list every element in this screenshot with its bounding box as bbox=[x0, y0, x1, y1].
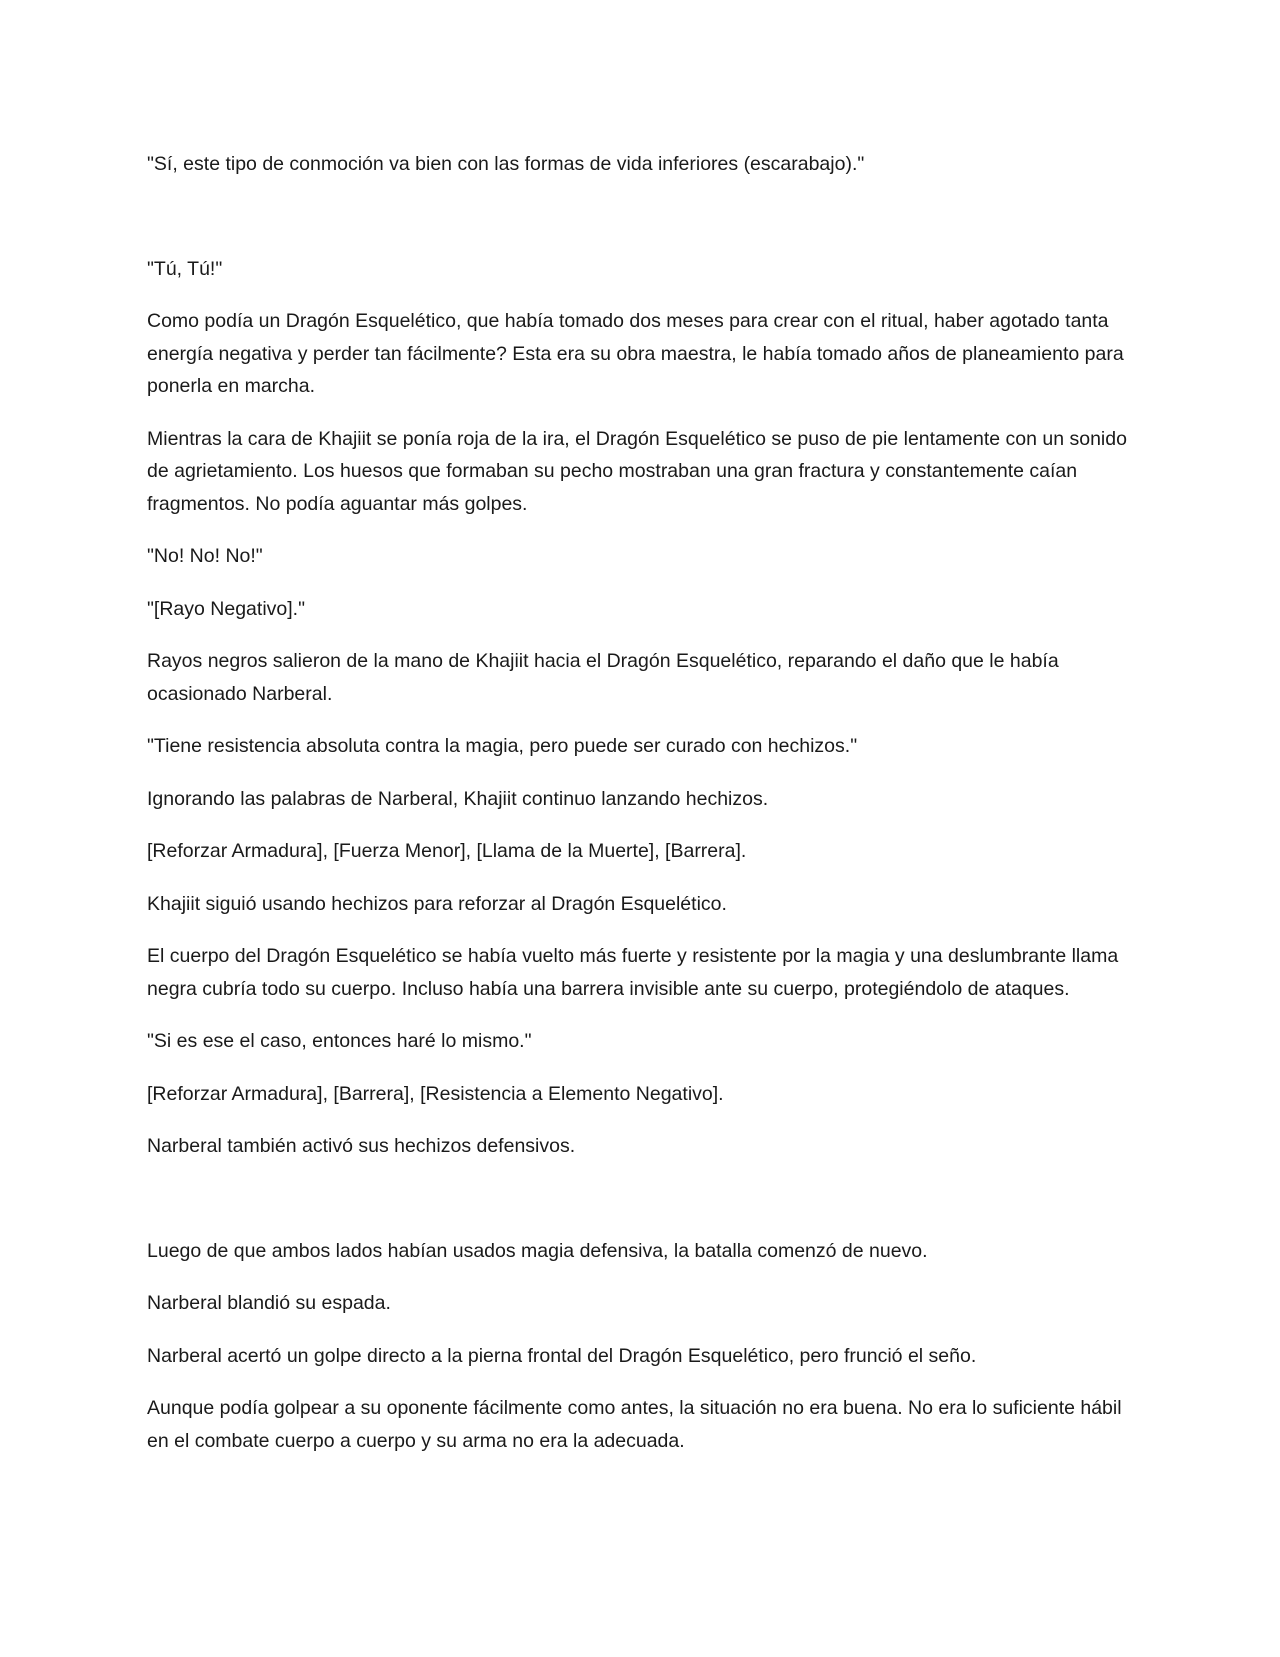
paragraph-2: "Tú, Tú!" bbox=[147, 257, 223, 280]
paragraph-5: "No! No! No!" bbox=[147, 545, 263, 567]
paragraph-10: [Reforzar Armadura], [Fuerza Menor], [Llama de la Muerte], [Barrera]. bbox=[147, 840, 747, 862]
paragraph-18: Narberal acertó un golpe directo a la pierna frontal del Dragón Esquelético, pero frunció el seño. bbox=[147, 1344, 977, 1367]
document-page bbox=[147, 148, 1147, 1457]
paragraph-16: Luego de que ambos lados habían usados magia defensiva, la batalla comenzó de nuevo. bbox=[147, 1239, 928, 1262]
paragraph-12: El cuerpo del Dragón Esquelético se había vuelto más fuerte y resistente por la magia y una deslumbrante llama negra cubría todo su cuerpo. Incluso había una barrera invisible ante su cuerpo, protegiéndolo de ataques. bbox=[147, 945, 1119, 1000]
paragraph-4: Mientras la cara de Khajiit se ponía roja de la ira, el Dragón Esquelético se puso de pie lentamente con un sonido de agrietamiento. Los huesos que formaban su pecho mostraban una gran fractura y constantemente caían fragmentos. No podía aguantar más golpes. bbox=[147, 427, 1127, 515]
paragraph-6: "[Rayo Negativo]." bbox=[147, 597, 305, 620]
paragraph-7: Rayos negros salieron de la mano de Khajiit hacia el Dragón Esquelético, reparando el daño que le había ocasionado Narberal. bbox=[147, 650, 1059, 705]
paragraph-9: Ignorando las palabras de Narberal, Khajiit continuo lanzando hechizos. bbox=[147, 787, 769, 810]
paragraph-1: "Sí, este tipo de conmoción va bien con las formas de vida inferiores (escarabajo)." bbox=[147, 153, 865, 175]
paragraph-8: "Tiene resistencia absoluta contra la magia, pero puede ser curado con hechizos." bbox=[147, 735, 858, 757]
paragraph-17: Narberal blandió su espada. bbox=[147, 1292, 391, 1314]
paragraph-15: Narberal también activó sus hechizos defensivos. bbox=[147, 1135, 576, 1157]
paragraph-14: [Reforzar Armadura], [Barrera], [Resistencia a Elemento Negativo]. bbox=[147, 1082, 724, 1105]
paragraph-11: Khajiit siguió usando hechizos para reforzar al Dragón Esquelético. bbox=[147, 892, 727, 915]
paragraph-3: Como podía un Dragón Esquelético, que había tomado dos meses para crear con el ritual, haber agotado tanta energía negativa y perder tan fácilmente? Esta era su obra maestra, le había tomado años de planeamiento para ponerla en marcha. bbox=[147, 310, 1124, 397]
paragraph-19: Aunque podía golpear a su oponente fácilmente como antes, la situación no era buena. No era lo suficiente hábil en el combate cuerpo a cuerpo y su arma no era la adecuada. bbox=[147, 1397, 1122, 1452]
paragraph-13: "Si es ese el caso, entonces haré lo mismo." bbox=[147, 1030, 532, 1052]
